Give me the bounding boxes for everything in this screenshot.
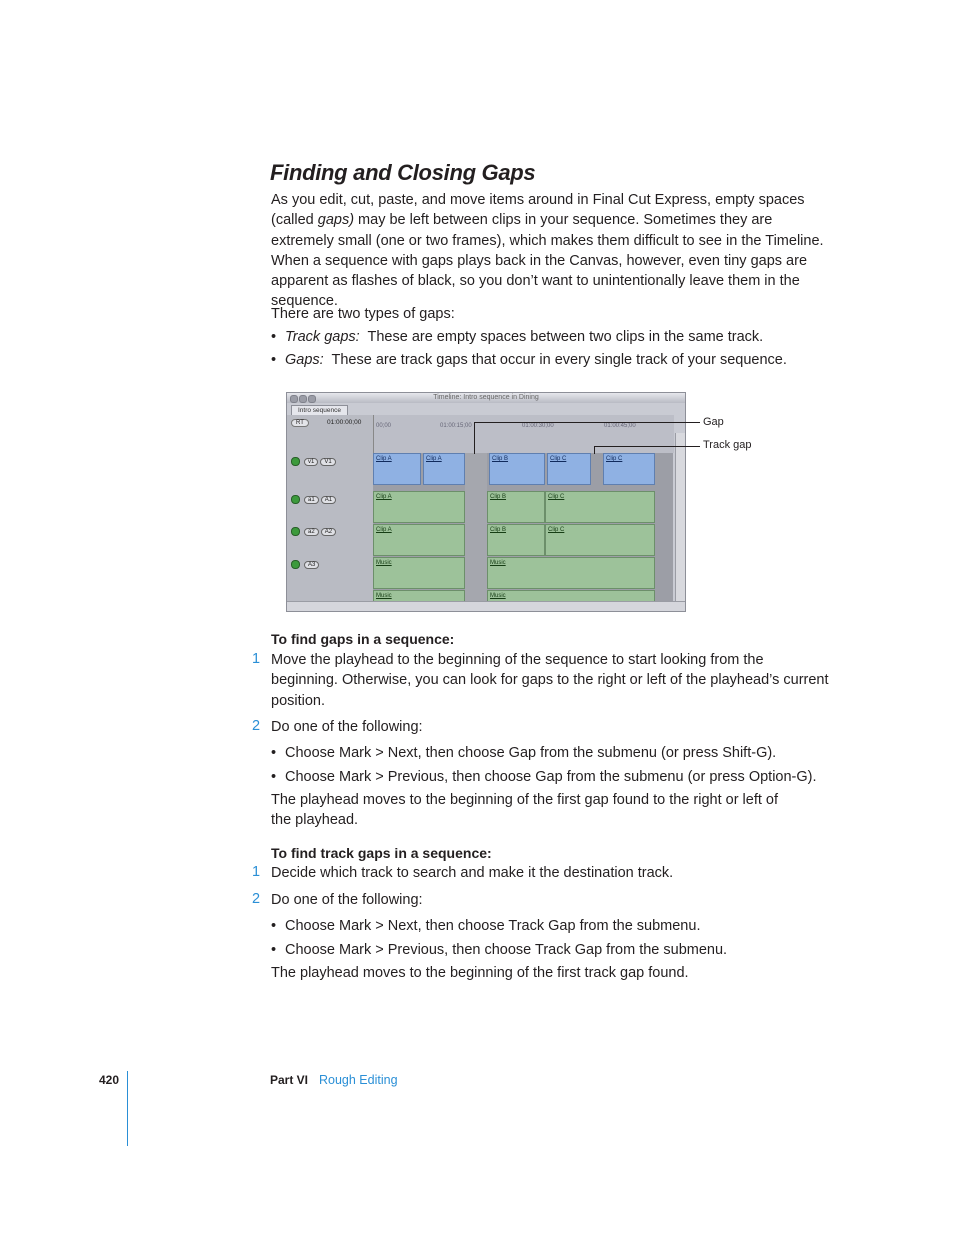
timeline-ruler[interactable] [373,415,674,453]
gap-type-term: Gaps: [285,352,324,368]
result-text: The playhead moves to the beginning of the first gap found to the right or left of the playhead. [271,792,779,829]
track-row-v1 [291,457,338,466]
step-number: 2 [252,891,261,907]
footer-rule [127,1071,128,1146]
list-item-text: Choose Mark > Next, then choose Gap from the submenu (or press Shift-G). [285,745,777,761]
list-item: • Choose Mark > Previous, then choose Track Gap from the submenu. [271,942,728,958]
audio-clip[interactable]: Clip C [545,524,655,556]
step-text: Decide which track to search and make it the destination track. [271,865,674,881]
video-clip[interactable]: Clip C [603,453,655,485]
audio-clip[interactable]: Music [487,590,655,603]
list-item: • Choose Mark > Previous, then choose Gap from the submenu (or press Option-G). [271,769,817,785]
track-row-a2 [291,527,338,536]
step-number: 1 [252,864,261,880]
intro-text-2: may be left between clips in your sequence. Sometimes they are extremely small (one or two frames), which makes them difficult to see in the Timeline. When a sequence with gaps plays back in the Canvas, however, even tiny gaps are apparent as flashes of black, so you don’t want to unintentionally leave them in the sequence. [271,212,824,310]
vertical-scrollbar[interactable] [675,433,685,603]
gap-callout-leader [474,422,475,454]
destination-control[interactable]: A1 [321,496,336,504]
destination-control[interactable]: A3 [304,561,319,569]
horizontal-scrollbar[interactable] [287,601,685,612]
list-item-text: Choose Mark > Previous, then choose Track Gap from the submenu. [285,942,728,958]
track-gap-callout-leader [594,446,595,454]
track-audio-icon[interactable] [291,527,300,536]
footer-part: Part VI [270,1073,309,1087]
destination-control[interactable]: A2 [321,528,336,536]
track-visibility-icon[interactable] [291,457,300,466]
gap-type-term: Track gaps: [285,329,360,345]
list-item-text: Choose Mark > Previous, then choose Gap from the submenu (or press Option-G). [285,769,817,785]
timeline-window-title: Timeline: Intro sequence in Dining [433,394,539,401]
source-control[interactable]: a2 [304,528,319,536]
audio-clip[interactable]: Clip B [487,524,545,556]
track-row-a1 [291,495,338,504]
video-clip[interactable]: Clip A [373,453,421,485]
page-number: 420 [99,1073,120,1087]
track-gap-callout-label: Track gap [703,439,752,451]
audio-clip[interactable]: Clip A [373,491,465,523]
intro-term-gaps: gaps) [317,212,355,229]
audio-clip[interactable]: Music [487,557,655,589]
result-text: The playhead moves to the beginning of the first track gap found. [271,965,689,981]
list-item: • Choose Mark > Next, then choose Gap from the submenu (or press Shift-G). [271,745,777,761]
gap-type-desc: These are track gaps that occur in every single track of your sequence. [331,352,787,368]
audio-clip[interactable]: Clip A [373,524,465,556]
timeline-tracks-area [373,453,673,603]
ruler-tick-label: 01:00:30;00 [522,423,554,429]
track-audio-icon[interactable] [291,495,300,504]
audio-clip[interactable]: Clip C [545,491,655,523]
track-header-panel [287,415,373,611]
video-clip[interactable]: Clip C [547,453,591,485]
list-item: • Choose Mark > Next, then choose Track Gap from the submenu. [271,918,701,934]
gap-callout-label: Gap [703,416,724,428]
source-control[interactable]: v1 [304,458,318,466]
step-text: Do one of the following: [271,719,423,735]
gap-region[interactable] [465,453,487,603]
step-text: Do one of the following: [271,892,423,908]
step-number: 1 [252,651,261,667]
gap-type-desc: These are empty spaces between two clips in the same track. [367,329,764,345]
timeline-titlebar [287,393,685,403]
sequence-tab[interactable]: Intro sequence [291,405,348,416]
track-gap-callout-line [594,446,700,447]
audio-clip[interactable]: Music [373,590,465,603]
source-control[interactable]: a1 [304,496,319,504]
step-text: Move the playhead to the beginning of the sequence to start looking from the beginning. Otherwise, you can look for gaps to the right or left of the playhead’s current position. [271,652,829,709]
section-heading: To find gaps in a sequence: [271,631,455,647]
ruler-tick-label: 01:00:45;00 [604,423,636,429]
rt-menu[interactable]: RT [291,419,309,427]
gap-types-lead: There are two types of gaps: [271,306,455,322]
timeline-figure [286,392,686,612]
ruler-tick-label: 00;00 [376,423,392,429]
gap-type-track: • Track gaps: These are empty spaces between two clips in the same track. [271,329,764,345]
track-row-a3 [291,560,321,569]
list-item-text: Choose Mark > Next, then choose Track Gap from the submenu. [285,918,701,934]
page-title: Finding and Closing Gaps [270,160,536,185]
track-audio-icon[interactable] [291,560,300,569]
destination-control[interactable]: V1 [320,458,335,466]
audio-clip[interactable]: Clip B [487,491,545,523]
gap-callout-line [474,422,700,423]
step-number: 2 [252,718,261,734]
footer-part-name: Rough Editing [319,1073,398,1087]
ruler-tick-label: 01:00:15;00 [440,423,472,429]
video-clip[interactable]: Clip B [489,453,545,485]
intro-paragraph [271,190,831,312]
section-heading: To find track gaps in a sequence: [271,845,492,861]
timecode-field[interactable]: 01:00:00;00 [327,419,362,426]
gap-type-gap: • Gaps: These are track gaps that occur in every single track of your sequence. [271,352,787,368]
intro-text-1: As you edit, cut, paste, and move items around in Final Cut Express, empty spaces (called [271,192,805,229]
video-clip[interactable]: Clip A [423,453,465,485]
audio-clip[interactable]: Music [373,557,465,589]
